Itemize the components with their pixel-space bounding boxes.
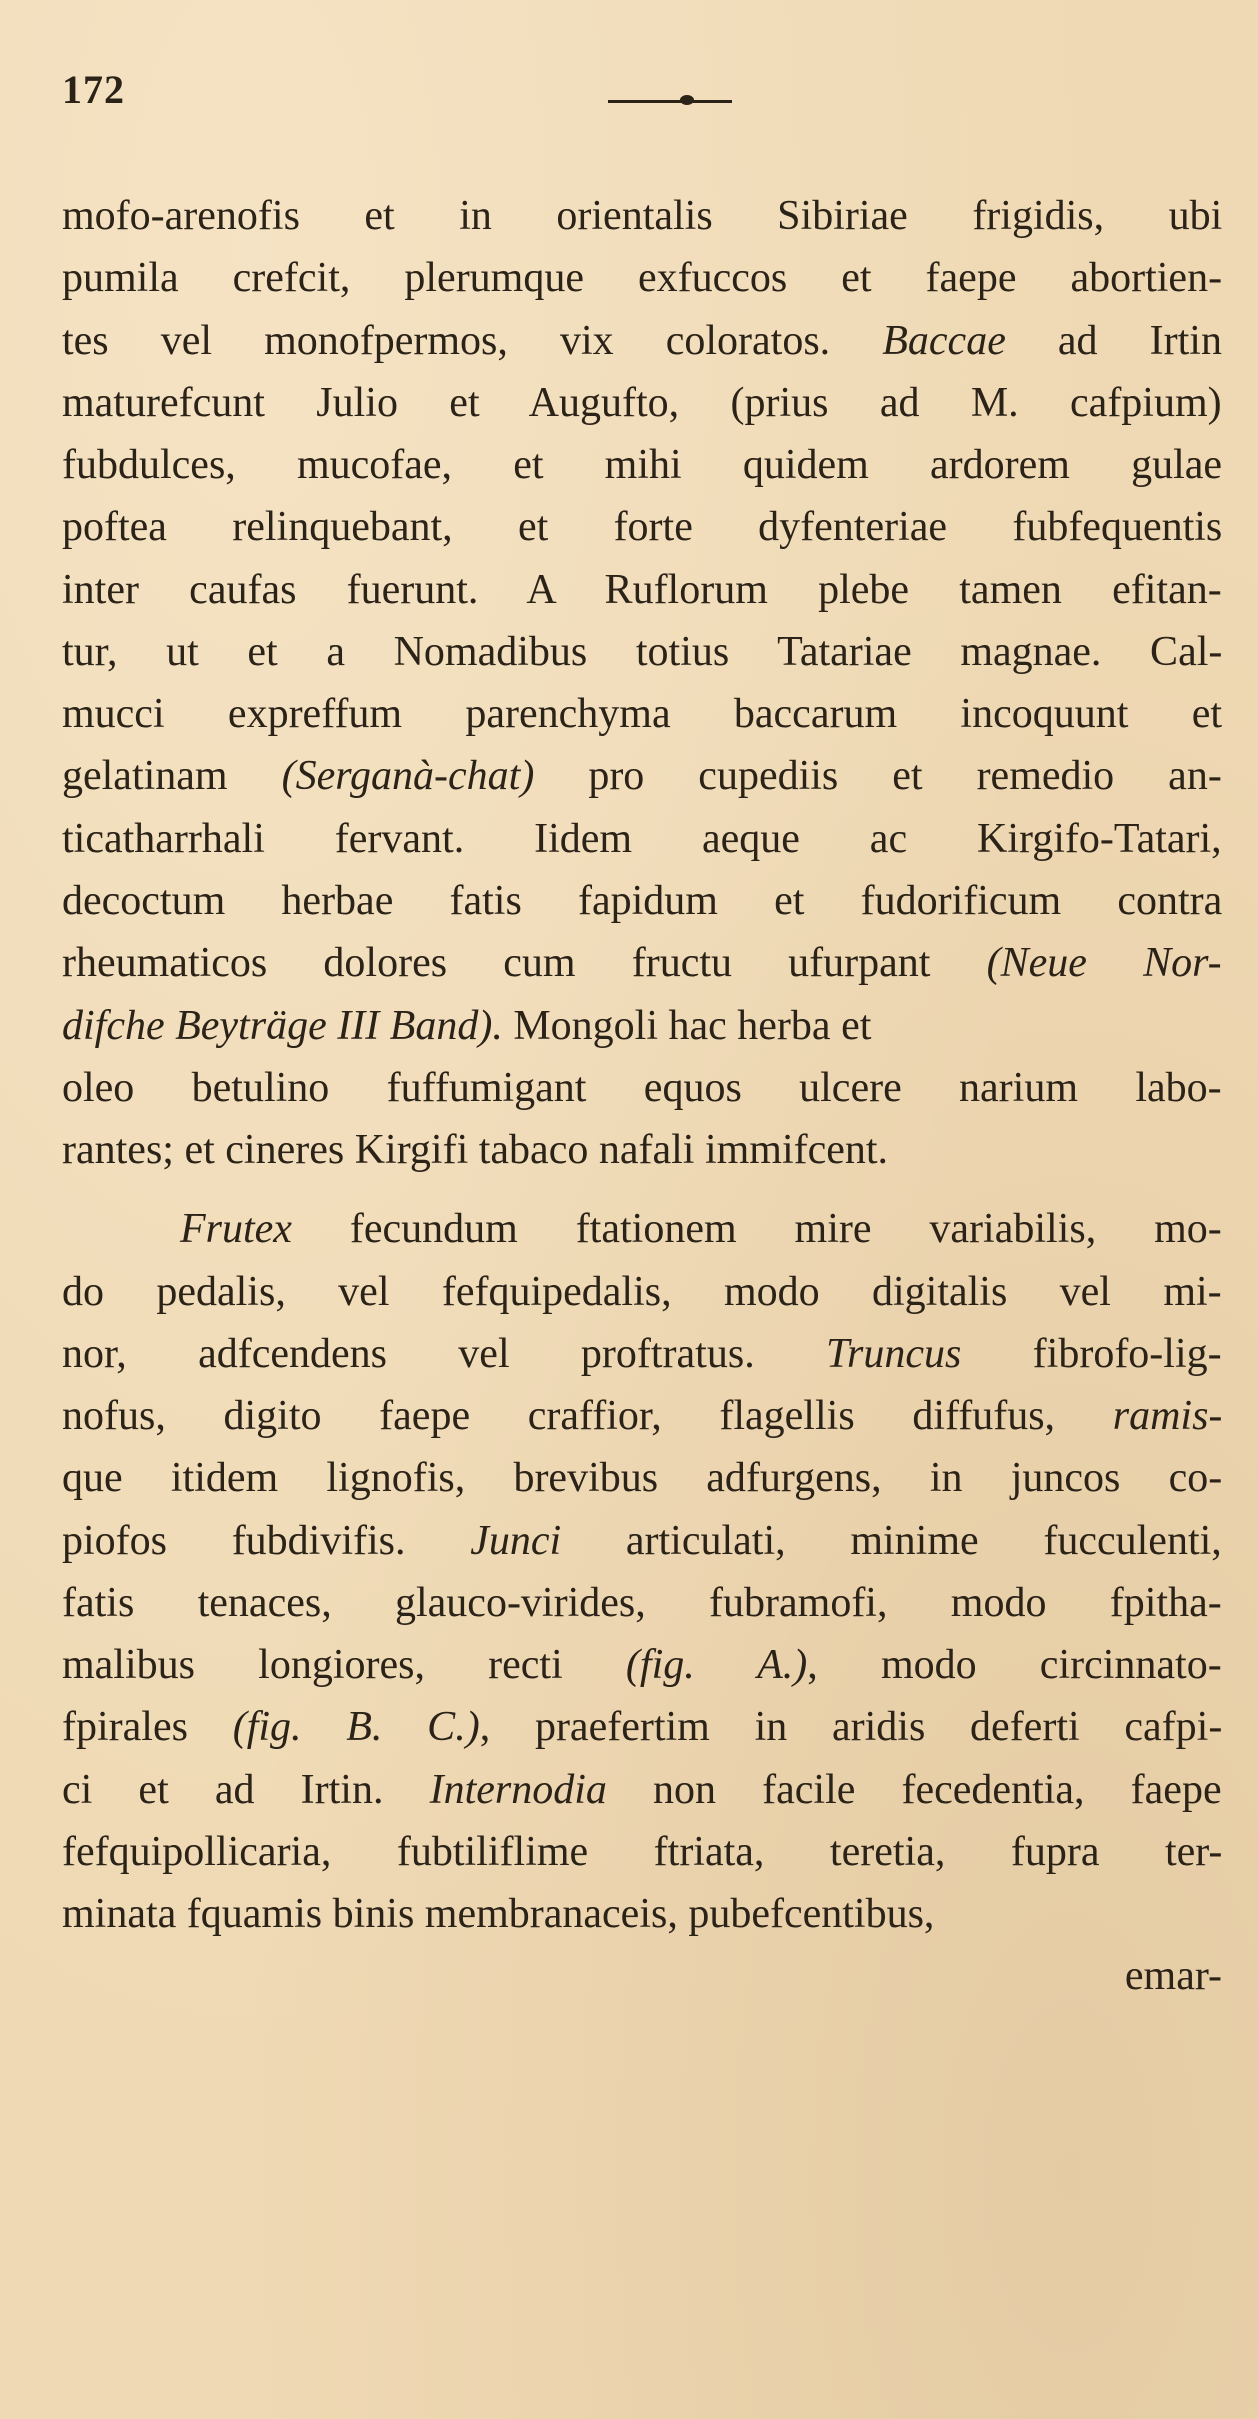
text-line: [62, 877, 1222, 925]
text-line: [62, 628, 1222, 676]
italic-text-run: (Neue Nor-: [986, 940, 1222, 986]
text-run: do pedalis, vel fefquipedalis, modo digitalis vel mi-: [62, 1269, 1222, 1315]
text-run: oleo betulino fuffumigant equos ulcere narium labo-: [62, 1065, 1222, 1111]
text-line: [180, 1205, 1222, 1253]
text-line: [62, 1641, 1222, 1689]
text-run: fibrofo-lig-: [961, 1331, 1222, 1377]
text-line: [62, 939, 1222, 987]
text-line: [62, 1579, 1222, 1627]
text-line: [62, 1828, 1222, 1876]
text-line: [62, 441, 1222, 489]
text-run: fecundum ftationem mire variabilis, mo-: [291, 1206, 1222, 1252]
text-line: [62, 815, 1222, 863]
text-run: nor, adfcendens vel proftratus.: [62, 1331, 826, 1377]
text-line: [62, 1703, 1222, 1751]
text-run: Mongoli hac herba et: [502, 1003, 872, 1049]
text-run: emar-: [1124, 1953, 1222, 1999]
text-run: malibus longiores, recti: [62, 1642, 626, 1688]
text-run: maturefcunt Julio et Augufto, (prius ad M. cafpium): [62, 380, 1222, 426]
text-run: inter caufas fuerunt. A Ruflorum plebe tamen efitan-: [62, 567, 1222, 613]
text-run: pro cupediis et remedio an-: [534, 753, 1222, 799]
text-run: ci et ad Irtin.: [62, 1767, 430, 1813]
text-run: poftea relinquebant, et forte dyfenteriae fubfequentis: [62, 504, 1223, 550]
text-line: [62, 503, 1222, 551]
text-line: [62, 254, 1222, 302]
text-run: fpirales: [62, 1704, 233, 1750]
header-ornament-rule: [608, 100, 732, 103]
text-line: [62, 317, 1222, 365]
text-line: [62, 192, 1222, 240]
text-line: [62, 1002, 871, 1050]
text-run: non facile fecedentia, faepe: [606, 1767, 1222, 1813]
italic-text-run: (fig. A.): [625, 1642, 808, 1688]
italic-text-run: (fig. B. C.): [232, 1704, 480, 1750]
italic-text-run: ramis-: [1112, 1393, 1223, 1439]
text-run: , modo circinnato-: [807, 1642, 1222, 1688]
text-run: gelatinam: [62, 753, 282, 799]
text-run: decoctum herbae fatis fapidum et fudorificum contra: [62, 878, 1223, 924]
text-run: mucci expreffum parenchyma baccarum incoquunt et: [62, 691, 1223, 737]
italic-text-run: Frutex: [180, 1206, 292, 1252]
text-run: , praefertim in aridis deferti cafpi-: [479, 1704, 1223, 1750]
italic-text-run: difche Beyträge III Band).: [62, 1003, 503, 1049]
text-line: [62, 1890, 934, 1938]
italic-text-run: Internodia: [429, 1767, 607, 1813]
text-run: pumila crefcit, plerumque exfuccos et faepe abortien-: [62, 255, 1223, 301]
text-run: piofos fubdivifis.: [62, 1518, 471, 1564]
text-line: [62, 1766, 1222, 1814]
text-line: [62, 1126, 888, 1174]
text-line: [62, 1517, 1222, 1565]
text-line: [62, 1454, 1222, 1502]
text-line: [62, 752, 1222, 800]
text-run: articulati, minime fucculenti,: [561, 1518, 1222, 1564]
text-line: [1125, 1952, 1222, 2000]
text-run: ad Irtin: [1005, 318, 1222, 364]
italic-text-run: Truncus: [826, 1331, 962, 1377]
text-run: tur, ut et a Nomadibus totius Tatariae magnae. Cal-: [62, 629, 1223, 675]
text-run: tes vel monofpermos, vix coloratos.: [62, 318, 883, 364]
text-run: ticatharrhali fervant. Iidem aeque ac Kirgifo-Tatari,: [62, 816, 1222, 862]
text-run: nofus, digito faepe craffior, flagellis diffufus,: [62, 1393, 1113, 1439]
text-run: mofo-arenofis et in orientalis Sibiriae frigidis, ubi: [62, 193, 1223, 239]
text-line: [62, 379, 1222, 427]
italic-text-run: Baccae: [882, 318, 1006, 364]
italic-text-run: (Serganà-chat): [281, 753, 535, 799]
text-run: minata fquamis binis membranaceis, pubefcentibus,: [62, 1891, 935, 1937]
text-run: rantes; et cineres Kirgifi tabaco nafali immifcent.: [62, 1127, 889, 1173]
text-run: rheumaticos dolores cum fructu ufurpant: [62, 940, 987, 986]
text-run: que itidem lignofis, brevibus adfurgens, in juncos co-: [62, 1455, 1223, 1501]
text-line: [62, 1064, 1222, 1112]
text-run: fatis tenaces, glauco-virides, fubramofi, modo fpitha-: [62, 1580, 1222, 1626]
text-line: [62, 690, 1222, 738]
text-line: [62, 1268, 1222, 1316]
text-run: fubdulces, mucofae, et mihi quidem ardorem gulae: [62, 442, 1223, 488]
text-run: fefquipollicaria, fubtiliflime ftriata, teretia, fupra ter-: [62, 1829, 1223, 1875]
page-number: 172: [62, 67, 125, 112]
text-line: [62, 1330, 1222, 1378]
text-line: [62, 566, 1222, 614]
text-line: [62, 1392, 1222, 1440]
italic-text-run: Junci: [470, 1518, 562, 1564]
